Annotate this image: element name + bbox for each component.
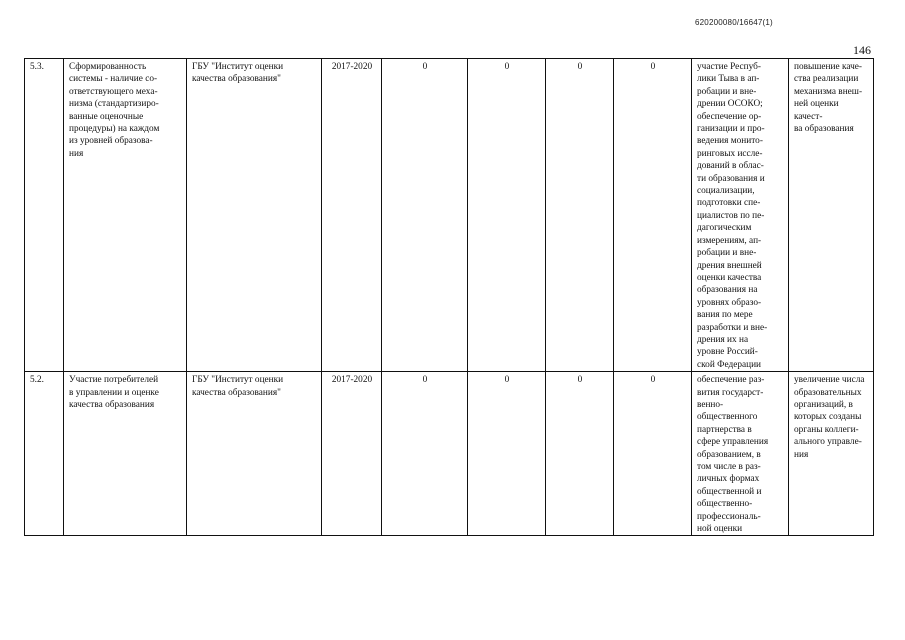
period: 2017-2020 <box>322 59 382 372</box>
expected-result: повышение каче- ства реализации механизма внеш- ней оценки качест- ва образования <box>789 59 874 372</box>
value-3: 0 <box>546 372 614 536</box>
expected-result: увеличение числа образовательных организаций, в которых созданы органы коллеги- ального управле- ния <box>789 372 874 536</box>
measure-name: Сформированность системы - наличие со- ответствующего меха- низма (стандартизиро- ванные оценочные процедуры) на каждом из уровней образова- ния <box>64 59 187 372</box>
value-3: 0 <box>546 59 614 372</box>
value-4: 0 <box>614 372 692 536</box>
page-number: 146 <box>853 43 871 57</box>
value-1: 0 <box>382 372 468 536</box>
program-table <box>24 58 874 536</box>
executor: ГБУ "Институт оценки качества образования" <box>187 59 322 372</box>
table-row <box>25 372 874 536</box>
table-row <box>25 59 874 372</box>
activities: обеспечение раз- вития государст- венно- общественного партнерства в сфере управления образованием, в том числе в раз- личных формах общественной и общественно- профессиональ- ной оценки <box>692 372 789 536</box>
measure-name: Участие потребителей в управлении и оценке качества образования <box>64 372 187 536</box>
row-index: 5.3. <box>25 59 64 372</box>
period: 2017-2020 <box>322 372 382 536</box>
value-2: 0 <box>468 372 546 536</box>
value-1: 0 <box>382 59 468 372</box>
executor: ГБУ "Институт оценки качества образования" <box>187 372 322 536</box>
value-2: 0 <box>468 59 546 372</box>
activities: участие Респуб- лики Тыва в ап- робации и вне- дрении ОСОКО; обеспечение ор- ганизации и про- ведения монито- ринговых иссле- дований в облас- ти образования и социализации, подготовки спе- циалистов по пе- дагогическим измерениям, ап- робации и вне- дрения внешней оценки качества образования на уровнях образо- вания по мере разработки и вне- дрения их на уровне Россий- ской Федерации <box>692 59 789 372</box>
document-id: 620200080/16647(1) <box>695 18 773 27</box>
value-4: 0 <box>614 59 692 372</box>
row-index: 5.2. <box>25 372 64 536</box>
